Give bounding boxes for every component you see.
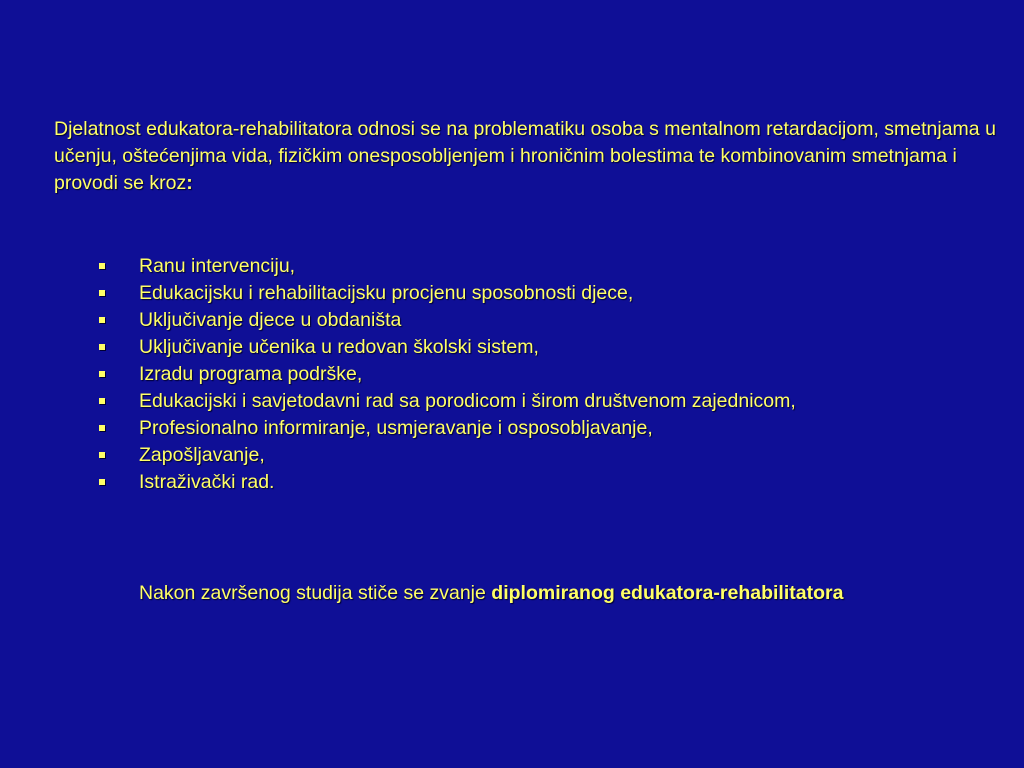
- square-bullet-icon: [99, 290, 105, 296]
- list-item-text: Izradu programa podrške,: [139, 363, 363, 385]
- list-item-text: Zapošljavanje,: [139, 444, 265, 466]
- square-bullet-icon: [99, 344, 105, 350]
- square-bullet-icon: [99, 317, 105, 323]
- square-bullet-icon: [99, 425, 105, 431]
- square-bullet-icon: [99, 371, 105, 377]
- list-item: [96, 415, 996, 442]
- list-item: [96, 442, 996, 469]
- square-bullet-icon: [99, 452, 105, 458]
- conclusion-prefix: Nakon završenog studija stiče se zvanje: [139, 582, 492, 604]
- intro-colon: :: [186, 172, 193, 194]
- list-item-text: Uključivanje djece u obdaništa: [139, 309, 402, 331]
- list-item-text: Istraživački rad.: [139, 471, 275, 493]
- list-item-text: Ranu intervenciju,: [139, 255, 296, 277]
- list-item-text: Uključivanje učenika u redovan školski sistem,: [139, 336, 539, 358]
- conclusion-paragraph: [139, 580, 1009, 607]
- activities-list: [96, 253, 996, 496]
- list-item-text: Profesionalno informiranje, usmjeravanje i osposobljavanje,: [139, 417, 653, 439]
- intro-text: Djelatnost edukatora-rehabilitatora odnosi se na problematiku osoba s mentalnom retardacijom, smetnjama u učenju, oštećenjima vida, fizičkim onesposobljenjem i hroničnim bolestima te kombinovanim smetnjama i provodi se kroz: [54, 118, 996, 194]
- list-item: [96, 469, 996, 496]
- intro-paragraph: [54, 116, 1004, 197]
- list-item: [96, 253, 996, 280]
- list-item: [96, 361, 996, 388]
- list-item: [96, 334, 996, 361]
- square-bullet-icon: [99, 398, 105, 404]
- list-item-text: Edukacijsku i rehabilitacijsku procjenu sposobnosti djece,: [139, 282, 634, 304]
- degree-title: diplomiranog edukatora-rehabilitatora: [491, 582, 844, 604]
- list-item: [96, 280, 996, 307]
- list-item: [96, 307, 996, 334]
- list-item-text: Edukacijski i savjetodavni rad sa porodicom i širom društvenom zajednicom,: [139, 390, 796, 412]
- square-bullet-icon: [99, 479, 105, 485]
- square-bullet-icon: [99, 263, 105, 269]
- list-item: [96, 388, 996, 415]
